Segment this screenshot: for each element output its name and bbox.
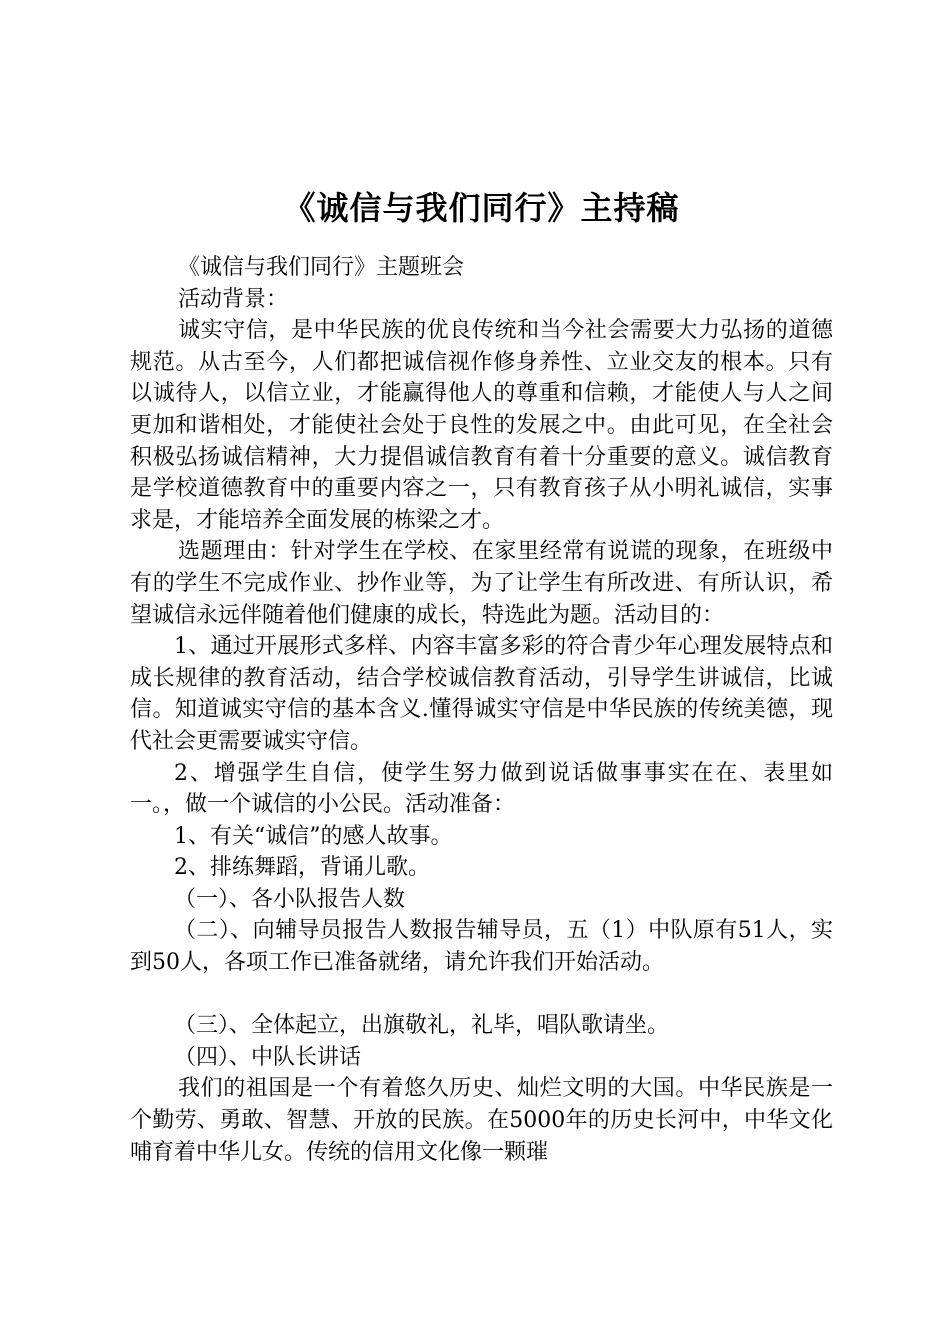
paragraph-step-2: （二）、向辅导员报告人数报告辅导员，五（1）中队原有51人，实到50人，各项工作已准备就绪，请允许我们开始活动。	[130, 918, 833, 976]
paragraph-step-1: （一）、各小队报告人数	[174, 886, 406, 912]
paragraph-subtitle: 《诚信与我们同行》主题班会	[178, 255, 465, 280]
document-title: 《诚信与我们同行》主持稿	[283, 189, 680, 227]
paragraph-background-heading: 活动背景：	[178, 286, 289, 312]
paragraph-topic-reason: 选题理由：针对学生在学校、在家里经常有说谎的现象，在班级中有的学生不完成作业、抄作业等，为了让学生有所改进、有所认识，希望诚信永远伴随着他们健康的成长，特选此为题。活动目的：	[130, 539, 833, 628]
paragraph-step-4: （四）、中队长讲话	[174, 1044, 362, 1070]
paragraph-prep-2: 2、排练舞蹈，背诵儿歌。	[174, 855, 430, 881]
paragraph-step-3: （三）、全体起立，出旗敬礼，礼毕，唱队歌请坐。	[174, 1013, 670, 1039]
paragraph-prep-1: 1、有关“诚信”的感人故事。	[174, 823, 453, 849]
paragraph-goal-1: 1、通过开展形式多样、内容丰富多彩的符合青少年心理发展特点和成长规律的教育活动，结合学校诚信教育活动，引导学生讲诚信，比诚信。知道诚实守信的基本含义.懂得诚实守信是中华民族的传统美德，现代社会更需要诚实守信。	[130, 634, 833, 754]
document-body	[130, 252, 833, 1168]
paragraph-background: 诚实守信，是中华民族的优良传统和当今社会需要大力弘扬的道德规范。从古至今，人们都把诚信视作修身养性、立业交友的根本。只有以诚待人，以信立业，才能赢得他人的尊重和信赖，才能使人与人之间更加和谐相处，才能使社会处于良性的发展之中。由此可见，在全社会积极弘扬诚信精神，大力提倡诚信教育有着十分重要的意义。诚信教育是学校道德教育中的重要内容之一，只有教育孩子从小明礼诚信，实事求是，才能培养全面发展的栋梁之才。	[130, 318, 833, 533]
paragraph-goal-2: 2、增强学生自信，使学生努力做到说话做事事实在在、表里如一。，做一个诚信的小公民。活动准备：	[130, 760, 833, 818]
paragraph-speech: 我们的祖国是一个有着悠久历史、灿烂文明的大国。中华民族是一个勤劳、勇敢、智慧、开放的民族。在5000年的历史长河中，中华文化哺育着中华儿女。传统的信用文化像一颗璀	[130, 1076, 833, 1165]
